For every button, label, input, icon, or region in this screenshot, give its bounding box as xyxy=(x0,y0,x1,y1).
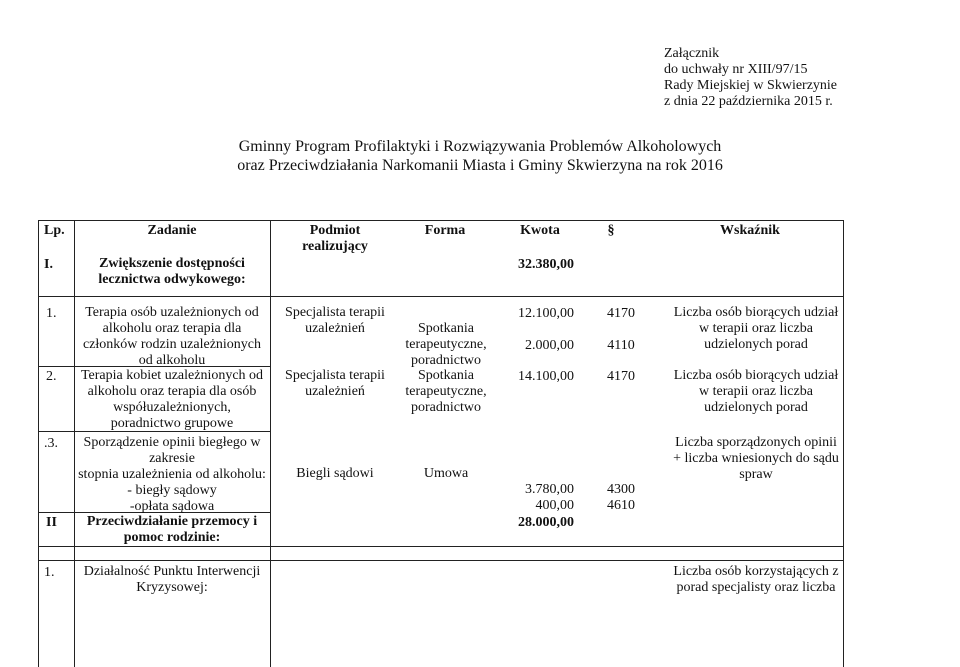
row-3-wskaznik-line-2: + liczba wniesionych do sądu xyxy=(673,451,839,466)
header-forma: Forma xyxy=(424,223,466,238)
row-1-paragraph-2: 4110 xyxy=(607,338,635,353)
row-1-wskaznik xyxy=(658,305,854,353)
section-ii-kwota: 28.000,00 xyxy=(518,515,574,530)
row-1-zadanie-line-3: członków rodzin uzależnionych xyxy=(82,337,262,352)
row-3-wskaznik xyxy=(658,435,854,483)
row-2-wskaznik-line-1: Liczba osób biorących udział xyxy=(673,368,839,383)
header-kwota: Kwota xyxy=(520,223,560,238)
annex-line-3: Rady Miejskiej w Skwierzynie xyxy=(664,78,838,93)
section-i-title-1: Zwiększenie dostępności xyxy=(99,256,245,271)
row-2-wskaznik-line-2: w terapii oraz liczba xyxy=(699,384,813,399)
row-3-kwota-1: 3.780,00 xyxy=(525,482,574,497)
row-1-wskaznik-line-1: Liczba osób biorących udział xyxy=(673,305,839,320)
row-2-lp: 2. xyxy=(46,369,57,384)
title-line-2: oraz Przeciwdziałania Narkomanii Miasta i Gminy Skwierzyna na rok 2016 xyxy=(237,157,723,174)
section-ii-title-1: Przeciwdziałanie przemocy i xyxy=(86,514,258,529)
row-3-wskaznik-line-3: spraw xyxy=(739,467,773,482)
row-3-zadanie-line-3: stopnia uzależnienia od alkoholu: xyxy=(78,467,266,482)
row-1-wskaznik-line-2: w terapii oraz liczba xyxy=(699,321,813,336)
row-2-forma-line-3: poradnictwo xyxy=(411,400,481,415)
row-3-lp: .3. xyxy=(44,436,58,451)
row-3-zadanie-line-4: - biegły sądowy xyxy=(127,483,217,498)
row-3-forma: Umowa xyxy=(423,466,469,481)
col-line-left xyxy=(38,220,39,667)
header-zadanie: Zadanie xyxy=(147,223,197,238)
annex-line-2: do uchwały nr XIII/97/15 xyxy=(664,62,808,77)
header-lp: Lp. xyxy=(44,223,65,238)
row-3-zadanie-line-1: Sporządzenie opinii biegłego w xyxy=(83,435,261,450)
row-4-wskaznik-line-1: Liczba osób korzystających z xyxy=(673,564,839,579)
row-4-zadanie-line-1: Działalność Punktu Interwencji xyxy=(83,564,261,579)
section-ii-bottom-border xyxy=(38,546,844,547)
row-1-forma-line-2: terapeutyczne, xyxy=(405,337,487,352)
row-1-lp: 1. xyxy=(46,306,57,321)
row-2-zadanie xyxy=(74,368,270,432)
row-1-podmiot-line-2: uzależnień xyxy=(305,321,365,336)
row-1-forma-line-1: Spotkania xyxy=(418,321,474,336)
row-3-kwota-2: 400,00 xyxy=(535,498,574,513)
row-1-zadanie xyxy=(74,305,270,369)
row-2-podmiot-line-2: uzależnień xyxy=(305,384,365,399)
row-1-paragraph-1: 4170 xyxy=(607,306,635,321)
col-line-zadanie xyxy=(270,220,271,667)
row-2-wskaznik-line-3: udzielonych porad xyxy=(704,400,808,415)
row-1-kwota-1: 12.100,00 xyxy=(518,306,574,321)
row-1-zadanie-line-1: Terapia osób uzależnionych od xyxy=(85,305,259,320)
row-2-forma-line-2: terapeutyczne, xyxy=(405,384,487,399)
row-3-zadanie-line-5: -opłata sądowa xyxy=(129,499,215,514)
row-2-kwota: 14.100,00 xyxy=(518,369,574,384)
header-podmiot-1: Podmiot xyxy=(309,223,361,238)
row-1-forma-line-3: poradnictwo xyxy=(411,353,481,368)
row-2-wskaznik xyxy=(658,368,854,416)
row-4-zadanie-line-2: Kryzysowej: xyxy=(136,580,208,595)
row-1-zadanie-line-4: od alkoholu xyxy=(138,353,206,368)
row-2-zadanie-line-1: Terapia kobiet uzależnionych od xyxy=(80,368,264,383)
row-4-lp: 1. xyxy=(44,565,55,580)
row-1-zadanie-line-2: alkoholu oraz terapia dla xyxy=(102,321,242,336)
section-ii-lp: II xyxy=(46,515,57,530)
row-3-wskaznik-line-1: Liczba sporządzonych opinii xyxy=(675,435,837,450)
section-i-lp: I. xyxy=(44,257,53,272)
row-2-zadanie-line-2: alkoholu oraz terapia dla osób xyxy=(87,384,257,399)
row-4-zadanie xyxy=(74,564,270,596)
header-podmiot-2: realizujący xyxy=(302,239,368,254)
section-ii-title-2: pomoc rodzinie: xyxy=(123,530,221,545)
row-2-forma-line-1: Spotkania xyxy=(418,368,474,383)
row-2-zadanie-line-4: poradnictwo grupowe xyxy=(110,416,234,431)
section-i-title-2: lecznictwa odwykowego: xyxy=(98,272,246,287)
row-2-podmiot-line-1: Specjalista terapii xyxy=(285,368,385,383)
row-1-podmiot xyxy=(272,305,398,337)
row-4-top-border xyxy=(38,560,844,561)
row-1-wskaznik-line-3: udzielonych porad xyxy=(704,337,808,352)
header-wskaznik: Wskaźnik xyxy=(720,223,780,238)
row-4-wskaznik xyxy=(658,564,854,596)
row-3-paragraph-2: 4610 xyxy=(607,498,635,513)
row-2-zadanie-line-3: współuzależnionych, xyxy=(113,400,231,415)
annex-line-1: Załącznik xyxy=(664,46,720,61)
row-3-zadanie-line-2: zakresie xyxy=(149,451,195,466)
row-2-podmiot xyxy=(272,368,398,400)
header-paragraph: § xyxy=(607,223,615,238)
header-bottom-border xyxy=(38,296,844,297)
section-i-kwota: 32.380,00 xyxy=(518,257,574,272)
row-3-zadanie xyxy=(74,435,270,515)
title-line-1: Gminny Program Profilaktyki i Rozwiązywania Problemów Alkoholowych xyxy=(238,138,722,155)
annex-line-4: z dnia 22 października 2015 r. xyxy=(664,94,833,109)
table-top-border xyxy=(38,220,844,221)
row-3-paragraph-1: 4300 xyxy=(607,482,635,497)
row-4-wskaznik-line-2: porad specjalisty oraz liczba xyxy=(676,580,836,595)
row-2-paragraph: 4170 xyxy=(607,369,635,384)
section-i-title xyxy=(74,256,270,288)
row-1-podmiot-line-1: Specjalista terapii xyxy=(285,305,385,320)
row-3-podmiot: Biegli sądowi xyxy=(296,466,374,481)
section-ii-title xyxy=(74,514,270,546)
row-1-kwota-2: 2.000,00 xyxy=(525,338,574,353)
